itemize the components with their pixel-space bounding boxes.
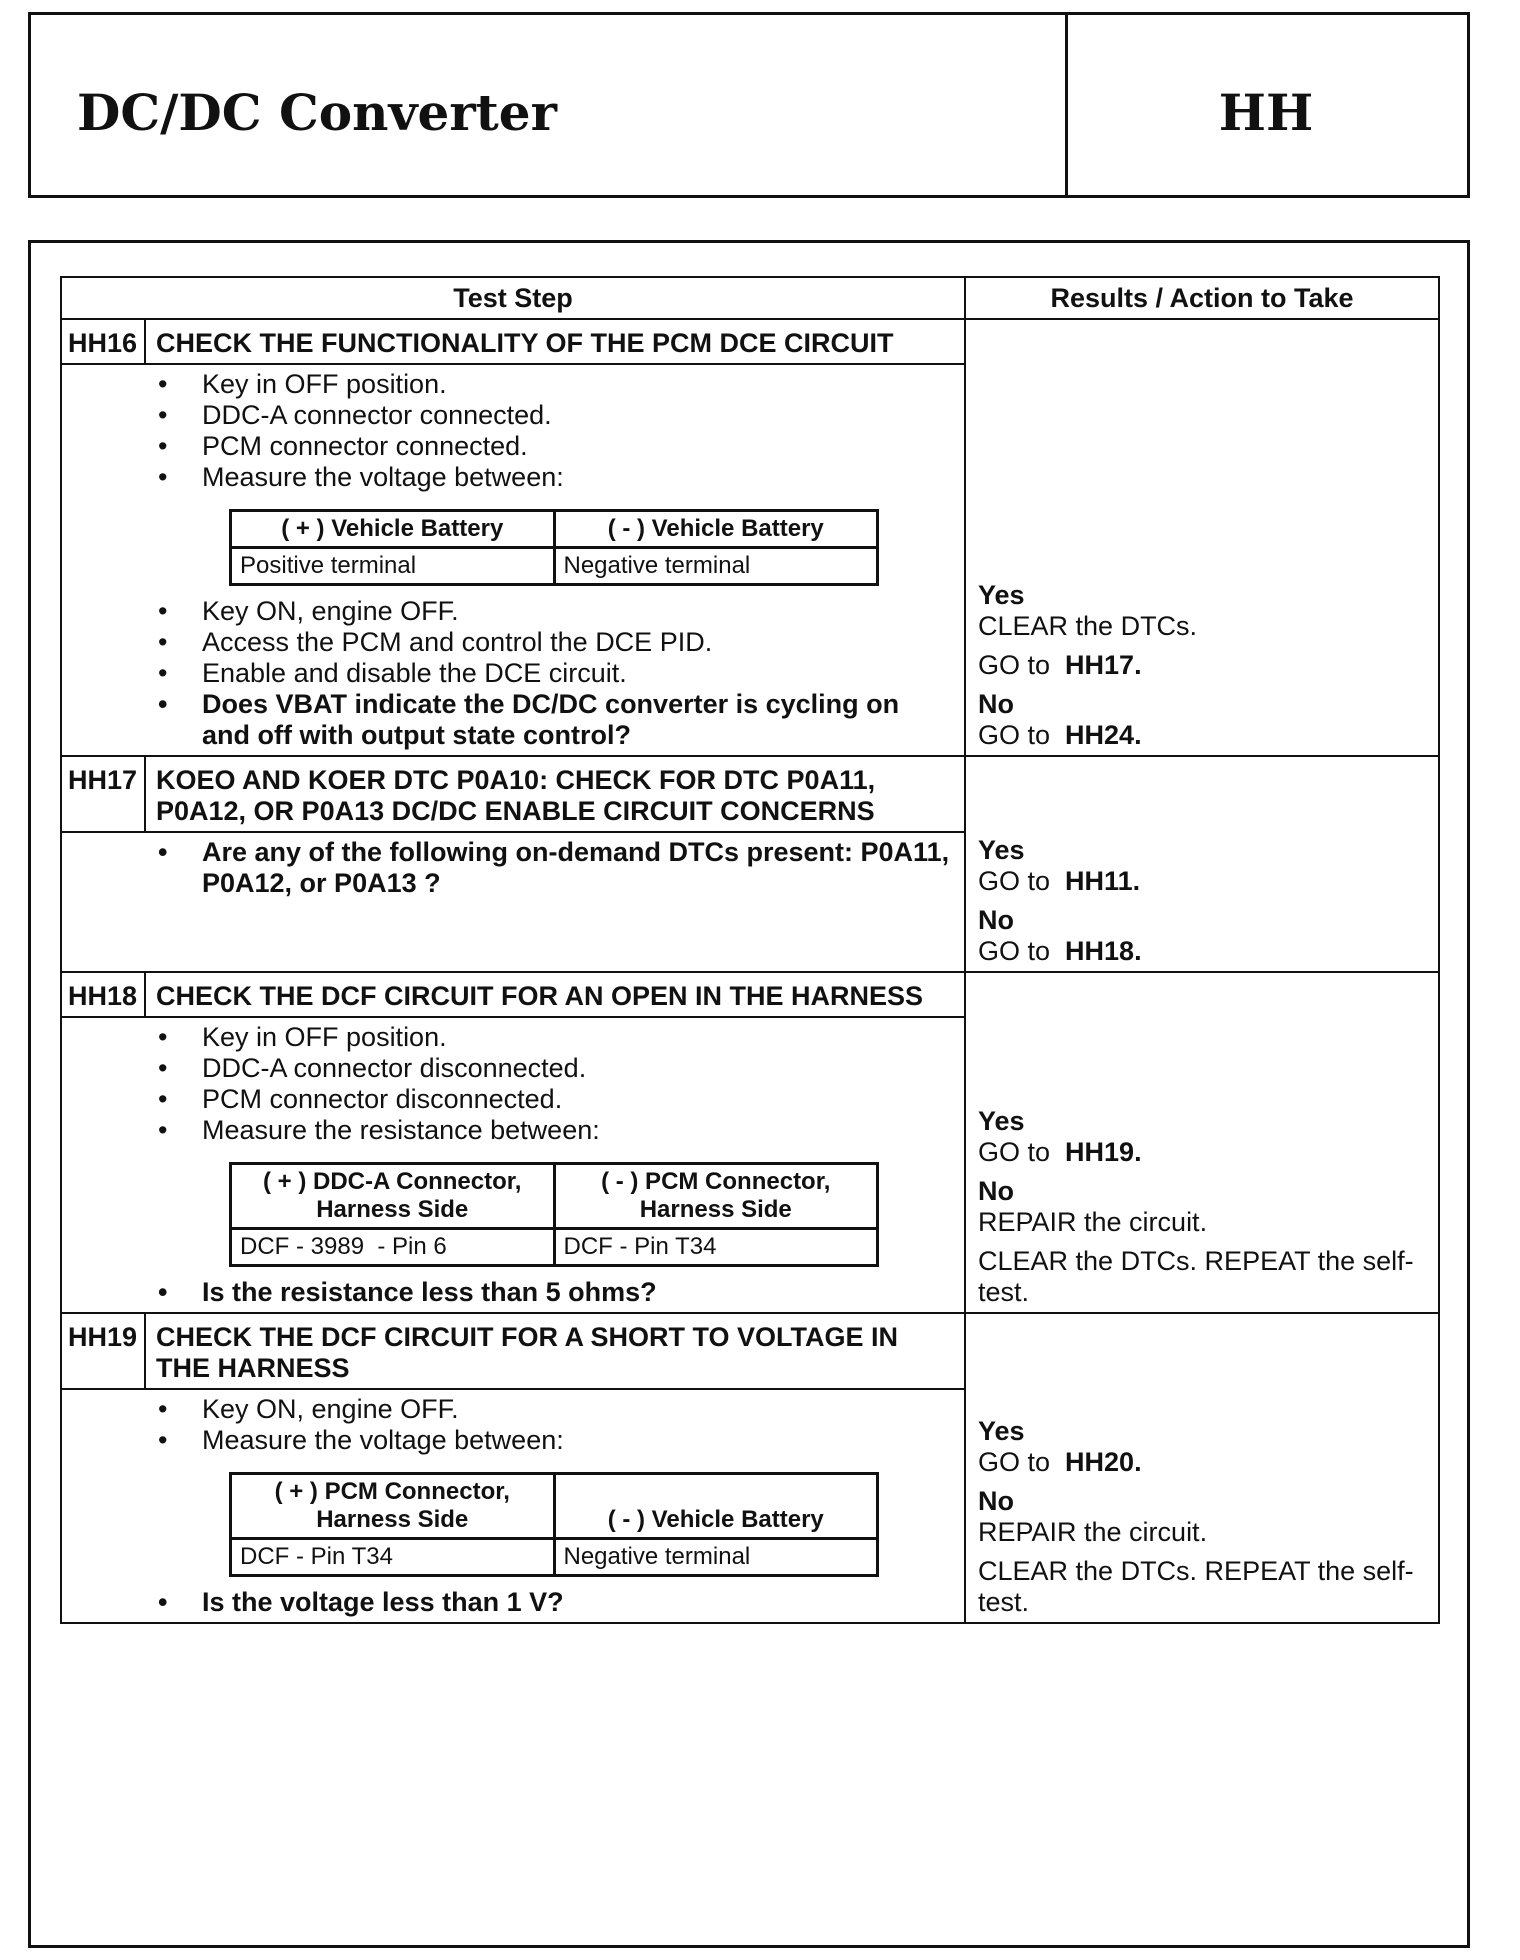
section-code: HH — [1218, 83, 1314, 142]
measurement-table — [229, 1472, 879, 1577]
step-list — [158, 369, 954, 493]
result-extra: CLEAR the DTCs. REPEAT the self-test. — [978, 1556, 1414, 1617]
result-no-label: No — [978, 1486, 1014, 1516]
step-id: HH16 — [61, 319, 145, 364]
result-go-line — [978, 720, 1428, 751]
step-body — [61, 1389, 965, 1623]
step-hh18-results — [965, 972, 1439, 1313]
go-to-text: GO to — [978, 650, 1051, 680]
step-list — [158, 1277, 954, 1308]
measure-positive-value: DCF - 3989 - Pin 6 — [231, 1229, 555, 1266]
result-no-label: No — [978, 905, 1014, 935]
step-title: KOEO AND KOER DTC P0A10: CHECK FOR DTC P0A11, P0A12, OR P0A13 DC/DC ENABLE CIRCUIT CONCERNS — [145, 756, 965, 832]
result-action: CLEAR the DTCs. — [978, 611, 1198, 641]
list-item: • DDC-A connector connected. — [158, 400, 954, 431]
list-item: • Key ON, engine OFF. — [158, 596, 954, 627]
measure-negative-value: Negative terminal — [554, 548, 878, 585]
result-action: REPAIR the circuit. — [978, 1517, 1208, 1547]
list-item: • Key in OFF position. — [158, 369, 954, 400]
step-list — [158, 1394, 954, 1456]
measurement-table — [229, 509, 879, 586]
step-list — [158, 837, 954, 899]
step-hh17-title-row — [61, 756, 1439, 832]
step-id: HH18 — [61, 972, 145, 1017]
table-header-row — [61, 277, 1439, 319]
step-question: • Is the voltage less than 1 V? — [158, 1587, 954, 1618]
go-target-link[interactable]: HH18. — [1065, 936, 1142, 966]
measure-positive-value: Positive terminal — [231, 548, 555, 585]
page-title: DC/DC Converter — [77, 83, 557, 142]
result-no-label: No — [978, 1176, 1014, 1206]
step-body — [61, 832, 965, 972]
test-step-header: Test Step — [61, 277, 965, 319]
list-item: • Measure the voltage between: — [158, 1425, 954, 1456]
go-target-link[interactable]: HH20. — [1065, 1447, 1142, 1477]
step-title: CHECK THE DCF CIRCUIT FOR A SHORT TO VOLTAGE IN THE HARNESS — [145, 1313, 965, 1389]
result-yes-label: Yes — [978, 835, 1025, 865]
measure-positive-value: DCF - Pin T34 — [231, 1539, 555, 1576]
result-no-label: No — [978, 689, 1014, 719]
step-hh19-results — [965, 1313, 1439, 1623]
go-to-text: GO to — [978, 1137, 1051, 1167]
list-item: • Measure the voltage between: — [158, 462, 954, 493]
go-to-text: GO to — [978, 866, 1051, 896]
list-item: • Key in OFF position. — [158, 1022, 954, 1053]
measure-negative-header: ( - ) Vehicle Battery — [554, 511, 878, 548]
step-title: CHECK THE FUNCTIONALITY OF THE PCM DCE CIRCUIT — [145, 319, 965, 364]
step-list — [158, 1587, 954, 1618]
go-to-text: GO to — [978, 1447, 1051, 1477]
result-yes-label: Yes — [978, 1416, 1025, 1446]
step-hh16-results — [965, 319, 1439, 756]
step-body — [61, 1017, 965, 1313]
step-hh16-title-row — [61, 319, 1439, 364]
step-id: HH17 — [61, 756, 145, 832]
step-hh18-title-row — [61, 972, 1439, 1017]
test-step-table — [60, 276, 1440, 1624]
result-go-line — [978, 936, 1428, 967]
measure-negative-header: ( - ) Vehicle Battery — [554, 1474, 878, 1539]
measurement-table — [229, 1162, 879, 1267]
step-list — [158, 1022, 954, 1146]
result-go-line — [978, 866, 1428, 897]
step-id: HH19 — [61, 1313, 145, 1389]
results-header: Results / Action to Take — [965, 277, 1439, 319]
go-to-text: GO to — [978, 720, 1051, 750]
step-hh19-title-row — [61, 1313, 1439, 1389]
step-list — [158, 596, 954, 751]
result-yes-label: Yes — [978, 580, 1025, 610]
step-title: CHECK THE DCF CIRCUIT FOR AN OPEN IN THE HARNESS — [145, 972, 965, 1017]
go-target-link[interactable]: HH24. — [1065, 720, 1142, 750]
step-body — [61, 364, 965, 756]
measure-negative-value: Negative terminal — [554, 1539, 878, 1576]
result-action: REPAIR the circuit. — [978, 1207, 1208, 1237]
list-item: • Key ON, engine OFF. — [158, 1394, 954, 1425]
measure-positive-header: ( + ) Vehicle Battery — [231, 511, 555, 548]
result-extra: CLEAR the DTCs. REPEAT the self-test. — [978, 1246, 1414, 1307]
step-question: • Does VBAT indicate the DC/DC converter is cycling on and off with output state control? — [158, 689, 954, 751]
result-go-line — [978, 1137, 1428, 1168]
measure-negative-header: ( - ) PCM Connector, Harness Side — [554, 1164, 878, 1229]
result-yes-label: Yes — [978, 1106, 1025, 1136]
list-item: • PCM connector disconnected. — [158, 1084, 954, 1115]
go-target-link[interactable]: HH17. — [1065, 650, 1142, 680]
measure-positive-header: ( + ) PCM Connector, Harness Side — [231, 1474, 555, 1539]
list-item: • PCM connector connected. — [158, 431, 954, 462]
header-box — [28, 12, 1470, 198]
result-go-line — [978, 1447, 1428, 1478]
go-target-link[interactable]: HH11. — [1065, 866, 1141, 896]
go-target-link[interactable]: HH19. — [1065, 1137, 1142, 1167]
measure-positive-header: ( + ) DDC-A Connector, Harness Side — [231, 1164, 555, 1229]
result-go-line — [978, 650, 1428, 681]
list-item: • Measure the resistance between: — [158, 1115, 954, 1146]
list-item: • Access the PCM and control the DCE PID. — [158, 627, 954, 658]
step-question: • Are any of the following on-demand DTCs present: P0A11, P0A12, or P0A13 ? — [158, 837, 954, 899]
step-question: • Is the resistance less than 5 ohms? — [158, 1277, 954, 1308]
step-hh17-results — [965, 756, 1439, 972]
list-item: • DDC-A connector disconnected. — [158, 1053, 954, 1084]
list-item: • Enable and disable the DCE circuit. — [158, 658, 954, 689]
measure-negative-value: DCF - Pin T34 — [554, 1229, 878, 1266]
go-to-text: GO to — [978, 936, 1051, 966]
